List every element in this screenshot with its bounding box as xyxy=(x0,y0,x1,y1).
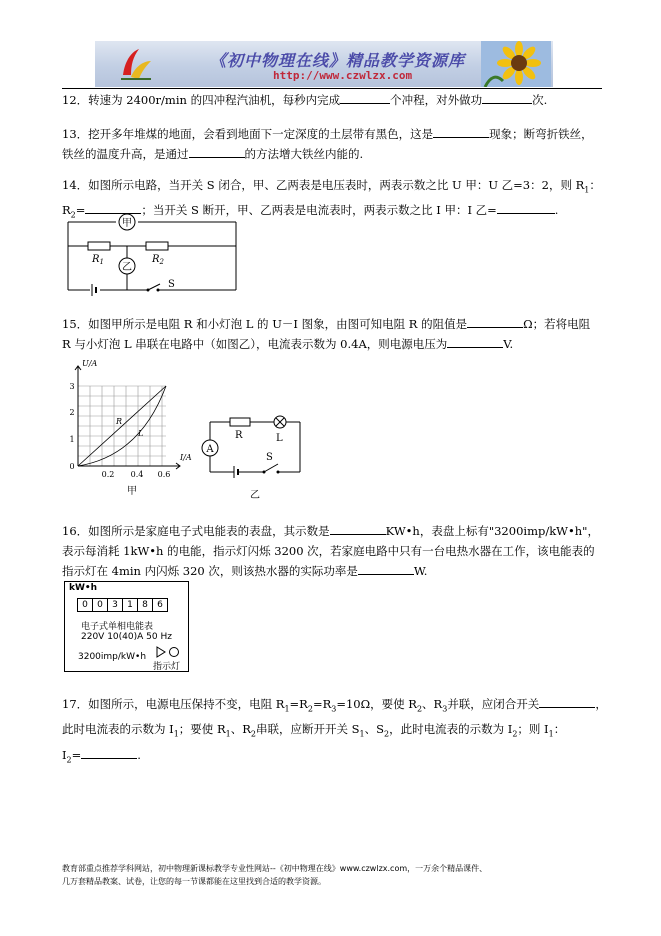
q15-text: Ω；若将电阻 xyxy=(523,317,591,331)
q16-text: 指示灯在 4min 内闪烁 320 次，则该热水器的实际功率是 xyxy=(62,564,358,578)
q17-text: ： xyxy=(553,722,566,737)
graph-xlabel: I/A xyxy=(180,453,192,462)
q17-text: 、R xyxy=(422,697,443,711)
answer-blank xyxy=(433,125,489,138)
footer-line: 教育部重点推荐学科网站，初中物理新课标教学专业性网站--《初中物理在线》www.czwlzx.com，一万余个精品课件、 xyxy=(62,864,488,873)
q14-text: ；当开关 S 断开，甲、乙两表是电流表时，两表示数之比 I 甲：I 乙= xyxy=(141,203,497,218)
subscript: 1 xyxy=(173,729,179,739)
q17-text: =R xyxy=(312,697,332,711)
q17-text: 此时电流表的示数为 I xyxy=(62,722,174,737)
q16-text: W. xyxy=(413,564,428,578)
subscript: 3 xyxy=(442,704,448,714)
q15-text: R 与小灯泡 L 串联在电路中（如图乙），电流表示数为 0.4A，则电源电压为 xyxy=(62,337,448,351)
q15-text: 15．如图甲所示是电阻 R 和小灯泡 L 的 U－I 图象，由图可知电阻 R 的阻值是 xyxy=(62,317,468,331)
indicator-label: 指示灯 xyxy=(153,662,181,672)
q16-text: 表示每消耗 1kW•h 的电能，指示灯闪烁 3200 次，若家庭电路中只有一台电热水器在工作，该电能表的 xyxy=(62,544,595,558)
circuit-caption: 乙 xyxy=(250,490,260,501)
meter-digits xyxy=(78,598,168,612)
q12-text: 12．转速为 2400r/min 的四冲程汽油机，每秒内完成 xyxy=(62,93,341,107)
q13-text: 铁丝的温度升高，是通过 xyxy=(62,147,189,161)
sunflower-icon xyxy=(481,41,551,87)
question-13 xyxy=(62,124,607,164)
answer-blank xyxy=(467,315,523,328)
subscript: 2 xyxy=(307,704,313,714)
answer-blank xyxy=(81,746,137,759)
q16-text: KW•h，表盘上标有"3200imp/kW•h"， xyxy=(385,524,599,538)
label-r: R xyxy=(235,430,243,441)
y-tick: 0 xyxy=(69,462,75,471)
label-r2: $R_2$ xyxy=(152,254,164,266)
subscript: 1 xyxy=(548,729,554,739)
subscript: 2 xyxy=(70,210,76,220)
subscript: 2 xyxy=(384,729,390,739)
y-tick: 1 xyxy=(69,435,75,444)
q12-text: 次. xyxy=(532,93,548,107)
page-footer xyxy=(62,862,622,888)
q15-text: V. xyxy=(503,337,514,351)
q13-text: 13．挖开多年堆煤的地面，会看到地面下一定深度的土层带有黑色，这是 xyxy=(62,127,434,141)
q14-text: = xyxy=(75,203,86,218)
question-12 xyxy=(62,90,607,110)
q17-text: . xyxy=(137,747,141,762)
ammeter-label: A xyxy=(206,444,214,455)
q14-text: ： xyxy=(589,178,601,192)
q17-text: 、S xyxy=(364,722,385,737)
meter-rating: 220V 10(40)A 50 Hz xyxy=(81,632,172,642)
site-title: 《初中物理在线》精品教学资源库 xyxy=(210,51,466,70)
answer-blank xyxy=(189,145,245,158)
q14-text: 14．如图所示电路，当开关 S 闭合，甲、乙两表是电压表时，两表示数之比 U 甲：U 乙=3：2，则 R xyxy=(62,178,585,192)
q17-text: 并联，应闭合开关 xyxy=(447,697,540,711)
meter-name: 电子式单相电能表 xyxy=(81,622,154,632)
q17-text: = xyxy=(71,747,82,762)
answer-blank xyxy=(539,695,595,708)
subscript: 1 xyxy=(284,704,290,714)
footer-line: 几万套精品教案、试卷，让您的每一节课都能在这里找到合适的教学资源。 xyxy=(62,877,326,886)
meter-digit: 3 xyxy=(107,598,123,612)
meter-label-jia: 甲 xyxy=(122,218,132,229)
meter-unit: kW•h xyxy=(69,583,98,593)
subscript: 1 xyxy=(359,729,365,739)
header-rule xyxy=(62,88,602,89)
subscript: 2 xyxy=(416,704,423,714)
q14-text: R xyxy=(62,203,71,218)
site-url: http://www.czwlzx.com xyxy=(273,69,413,82)
q17-text: ， xyxy=(595,697,607,711)
subscript: 1 xyxy=(225,729,231,739)
label-switch: S xyxy=(266,452,273,463)
x-tick: 0.4 xyxy=(130,470,144,479)
meter-digit: 6 xyxy=(152,598,168,612)
q15-circuit-diagram xyxy=(200,410,310,502)
y-tick: 3 xyxy=(69,382,75,391)
header-banner xyxy=(95,41,553,87)
answer-blank xyxy=(497,201,555,214)
q17-text: =10Ω，要使 R xyxy=(336,697,417,711)
label-l: L xyxy=(276,433,283,444)
q17-text: 、R xyxy=(230,722,251,737)
indicator-light-icon xyxy=(155,646,181,658)
question-17 xyxy=(62,694,607,770)
subscript: 3 xyxy=(331,704,337,714)
q17-text: 17．如图所示，电源电压保持不变，电阻 R xyxy=(62,697,285,711)
meter-label-yi: 乙 xyxy=(122,262,132,273)
q17-text: ，此时电流表的示数为 I xyxy=(389,722,513,737)
answer-blank xyxy=(482,91,532,104)
graph-ylabel: U/A xyxy=(82,359,98,368)
meter-digit: 0 xyxy=(92,598,108,612)
x-tick: 0.2 xyxy=(101,470,115,479)
answer-blank xyxy=(330,522,386,535)
curve-label-r: R xyxy=(116,417,123,426)
q17-text: I xyxy=(62,747,67,762)
curve-label-l: L xyxy=(138,429,144,438)
meter-digit: 0 xyxy=(77,598,93,612)
x-tick: 0.6 xyxy=(157,470,171,479)
q17-text: ；则 I xyxy=(517,722,549,737)
q17-text: =R xyxy=(289,697,308,711)
subscript: 1 xyxy=(584,185,590,195)
question-15 xyxy=(62,314,607,354)
subscript: 2 xyxy=(512,729,518,739)
meter-digit: 8 xyxy=(137,598,153,612)
meter-digit: 1 xyxy=(122,598,138,612)
y-tick: 2 xyxy=(69,408,75,417)
q13-text: 现象；断弯折铁丝， xyxy=(489,127,593,141)
question-16 xyxy=(62,521,607,581)
answer-blank xyxy=(340,91,390,104)
subscript: 2 xyxy=(250,729,256,739)
graph-caption: 甲 xyxy=(127,486,137,497)
q16-text: 16．如图所示是家庭电子式电能表的表盘，其示数是 xyxy=(62,524,330,538)
label-r1: $R_1$ xyxy=(92,254,104,266)
answer-blank xyxy=(358,562,414,575)
label-switch: S xyxy=(168,279,175,290)
q17-text: ；要使 R xyxy=(178,722,226,737)
q17-text: 串联，应断开开关 S xyxy=(255,722,360,737)
q12-text: 个冲程，对外做功 xyxy=(390,93,483,107)
q14-circuit-diagram xyxy=(62,212,252,304)
subscript: 2 xyxy=(66,754,72,764)
answer-blank xyxy=(447,335,503,348)
site-logo-icon xyxy=(117,45,155,83)
q13-text: 的方法增大铁丝内能的. xyxy=(244,147,364,161)
q14-text: . xyxy=(554,203,559,218)
energy-meter-panel xyxy=(64,581,189,672)
q15-ui-graph xyxy=(60,356,200,501)
meter-constant: 3200imp/kW•h xyxy=(78,652,147,662)
